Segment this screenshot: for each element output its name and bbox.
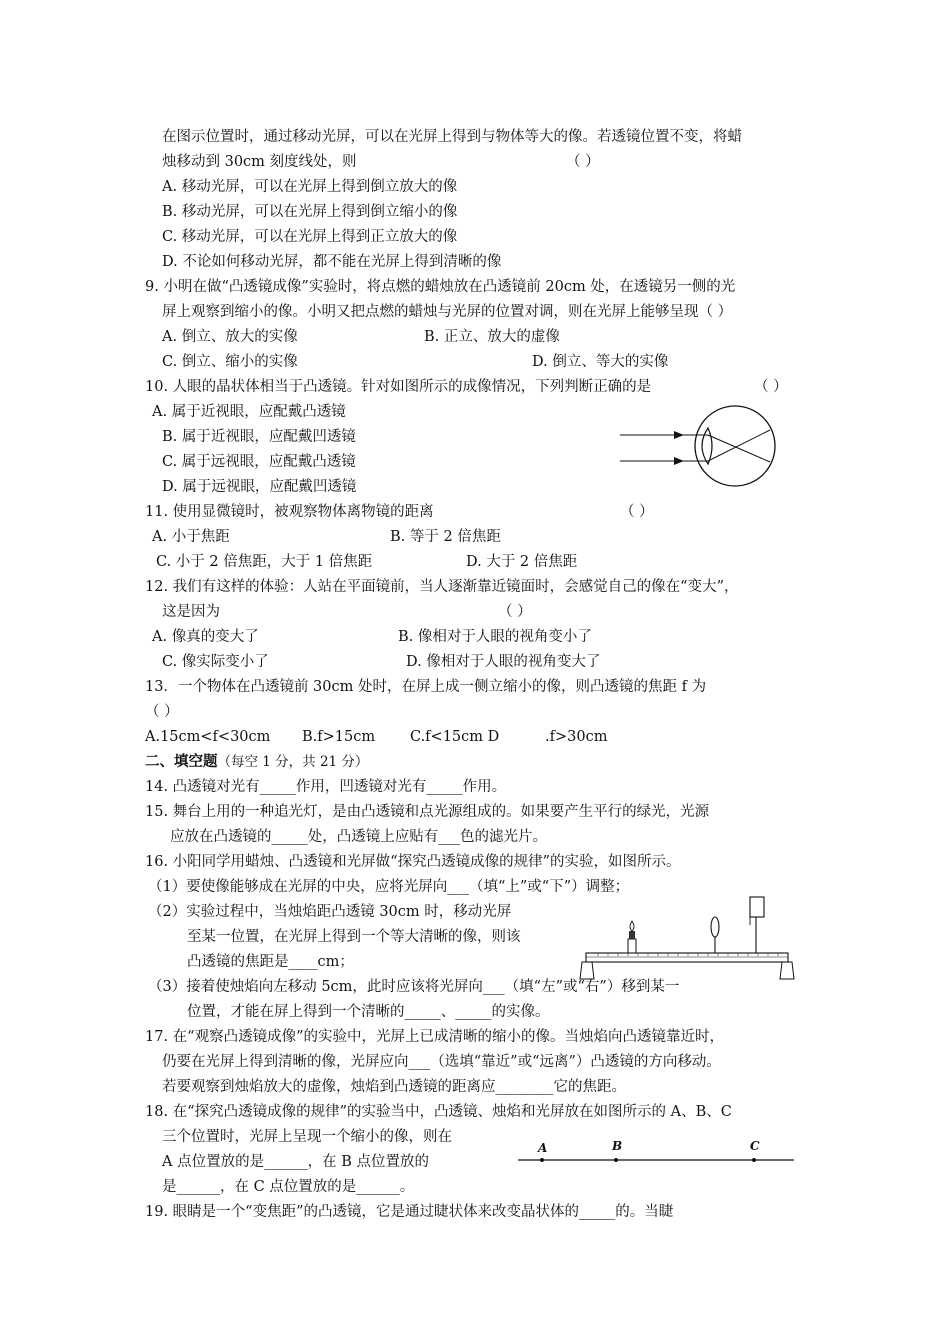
q10-option-b: B. 属于近视眼，应配戴凹透镜 — [162, 429, 356, 445]
q16-sub3-line1: （3）接着使烛焰向左移动 5cm，此时应该将光屏向___（填“左”或“右”）移到某一 — [148, 979, 680, 995]
q8-answer-paren: （ ） — [566, 154, 600, 170]
eye-diagram — [612, 400, 777, 492]
candle-holder — [628, 939, 636, 953]
q12-line2: 这是因为 — [162, 604, 220, 620]
q9-option-a: A. 倒立、放大的实像 — [162, 329, 298, 345]
q8-option-d: D. 不论如何移动光屏，都不能在光屏上得到清晰的像 — [162, 254, 502, 270]
q16-sub2-line1: （2）实验过程中，当烛焰距凸透镜 30cm 时，移动光屏 — [148, 904, 512, 920]
q10-answer-paren: （ ） — [754, 379, 788, 395]
q13-option-d: .f>30cm — [545, 729, 608, 745]
q18-line2: 三个位置时，光屏上呈现一个缩小的像，则在 — [162, 1129, 452, 1145]
q9-option-c: C. 倒立、缩小的实像 — [162, 354, 298, 370]
q12-line1: 12. 我们有这样的体验：人站在平面镜前，当人逐渐靠近镜面时，会感觉自己的像在“变大”， — [145, 579, 739, 595]
q11-option-c: C. 小于 2 倍焦距，大于 1 倍焦距 — [156, 554, 373, 570]
q15-line2: 应放在凸透镜的_____处，凸透镜上应贴有___色的滤光片。 — [170, 829, 547, 845]
abc-line-diagram — [514, 1136, 798, 1170]
optical-bench-diagram — [578, 893, 796, 983]
convex-lens — [711, 917, 719, 937]
q13-option-b: B.f>15cm — [302, 729, 376, 745]
q10-option-a: A. 属于近视眼，应配戴凸透镜 — [152, 404, 346, 420]
q8-option-a: A. 移动光屏，可以在光屏上得到倒立放大的像 — [162, 179, 458, 195]
point-b-label: B — [612, 1139, 623, 1153]
q16-sub2-line3: 凸透镜的焦距是____cm； — [187, 954, 354, 970]
q9-line2: 屏上观察到缩小的像。小明又把点燃的蜡烛与光屏的位置对调，则在光屏上能够呈现（ ） — [162, 304, 733, 320]
q16-sub3-line2: 位置，才能在屏上得到一个清晰的_____、_____的实像。 — [187, 1004, 550, 1020]
q8-option-c: C. 移动光屏，可以在光屏上得到正立放大的像 — [162, 229, 458, 245]
eye-lens — [702, 428, 712, 464]
q11-answer-paren: （ ） — [620, 504, 654, 520]
bench-rail — [586, 953, 788, 962]
point-c-dot — [752, 1158, 756, 1162]
point-a-dot — [540, 1158, 544, 1162]
q9-option-d: D. 倒立、等大的实像 — [532, 354, 669, 370]
q16-sub2-line2: 至某一位置，在光屏上得到一个等大清晰的像，则该 — [187, 929, 521, 945]
q12-option-a: A. 像真的变大了 — [152, 629, 259, 645]
q13-option-a: A.15cm<f<30cm — [145, 729, 271, 745]
light-screen — [750, 897, 764, 917]
arrow-bottom — [674, 457, 684, 465]
q10-line1: 10. 人眼的晶状体相当于凸透镜。针对如图所示的成像情况，下列判断正确的是 — [145, 379, 652, 395]
q18-line3: A 点位置放的是______，在 B 点位置放的 — [162, 1154, 429, 1170]
q17-line2: 仍要在光屏上得到清晰的像，光屏应向___（选填“靠近”或“远离”）凸透镜的方向移动。 — [162, 1054, 721, 1070]
q16-line1: 16. 小阳同学用蜡烛、凸透镜和光屏做“探究凸透镜成像的规律”的实验，如图所示。 — [145, 854, 681, 870]
q12-option-d: D. 像相对于人眼的视角变大了 — [406, 654, 601, 670]
q10-option-c: C. 属于远视眼，应配戴凸透镜 — [162, 454, 356, 470]
eyeball-outline — [695, 406, 775, 486]
q11-option-d: D. 大于 2 倍焦距 — [466, 554, 578, 570]
candle-flame — [630, 921, 634, 931]
q12-answer-paren: （ ） — [498, 604, 532, 620]
section-2-header — [145, 752, 368, 772]
q8-line1: 在图示位置时，通过移动光屏，可以在光屏上得到与物体等大的像。若透镜位置不变，将蜡 — [162, 129, 742, 145]
section-2-title: 二、填空题 — [145, 753, 218, 770]
point-b-dot — [614, 1158, 618, 1162]
q9-line1: 9. 小明在做“凸透镜成像”实验时，将点燃的蜡烛放在凸透镜前 20cm 处，在透镜另一侧的光 — [145, 279, 736, 295]
q17-line3: 若要观察到烛焰放大的虚像，烛焰到凸透镜的距离应________它的焦距。 — [162, 1079, 626, 1095]
q17-line1: 17. 在“观察凸透镜成像”的实验中，光屏上已成清晰的缩小的像。当烛焰向凸透镜靠近时， — [145, 1029, 724, 1045]
refracted-ray-1 — [708, 435, 770, 462]
point-c-label: C — [750, 1139, 760, 1153]
q18-line4: 是______，在 C 点位置放的是______。 — [162, 1179, 415, 1195]
q11-option-b: B. 等于 2 倍焦距 — [390, 529, 501, 545]
q12-option-c: C. 像实际变小了 — [162, 654, 269, 670]
q11-option-a: A. 小于焦距 — [152, 529, 230, 545]
q14-line: 14. 凸透镜对光有_____作用，凹透镜对光有_____作用。 — [145, 779, 507, 795]
q18-line1: 18. 在“探究凸透镜成像的规律”的实验当中，凸透镜、烛焰和光屏放在如图所示的 A、B、C — [145, 1104, 732, 1120]
q13-line2: （ ） — [145, 704, 179, 720]
q10-option-d: D. 属于远视眼，应配戴凹透镜 — [162, 479, 357, 495]
q13-line1: 13．一个物体在凸透镜前 30cm 处时，在屏上成一侧立缩小的像，则凸透镜的焦距 f 为 — [145, 679, 707, 695]
q12-option-b: B. 像相对于人眼的视角变小了 — [398, 629, 592, 645]
section-2-note: （每空 1 分，共 21 分） — [217, 754, 369, 770]
point-a-label: A — [538, 1141, 548, 1155]
q15-line1: 15. 舞台上用的一种追光灯，是由凸透镜和点光源组成的。如果要产生平行的绿光，光源 — [145, 804, 710, 820]
q8-line2: 烛移动到 30cm 刻度线处，则 — [162, 154, 357, 170]
q11-line1: 11. 使用显微镜时，被观察物体离物镜的距离 — [145, 504, 434, 520]
q13-option-c: C.f<15cm D — [410, 729, 500, 745]
arrow-top — [674, 431, 684, 439]
q19-line1: 19. 眼睛是一个“变焦距”的凸透镜，它是通过睫状体来改变晶状体的_____的。当睫 — [145, 1204, 674, 1220]
candle — [629, 931, 635, 939]
bench-leg-right — [780, 962, 794, 979]
q16-sub1: （1）要使像能够成在光屏的中央，应将光屏向___（填“上”或“下”）调整； — [148, 879, 630, 895]
q8-option-b: B. 移动光屏，可以在光屏上得到倒立缩小的像 — [162, 204, 458, 220]
q9-option-b: B. 正立、放大的虚像 — [424, 329, 560, 345]
refracted-ray-2 — [708, 430, 770, 461]
